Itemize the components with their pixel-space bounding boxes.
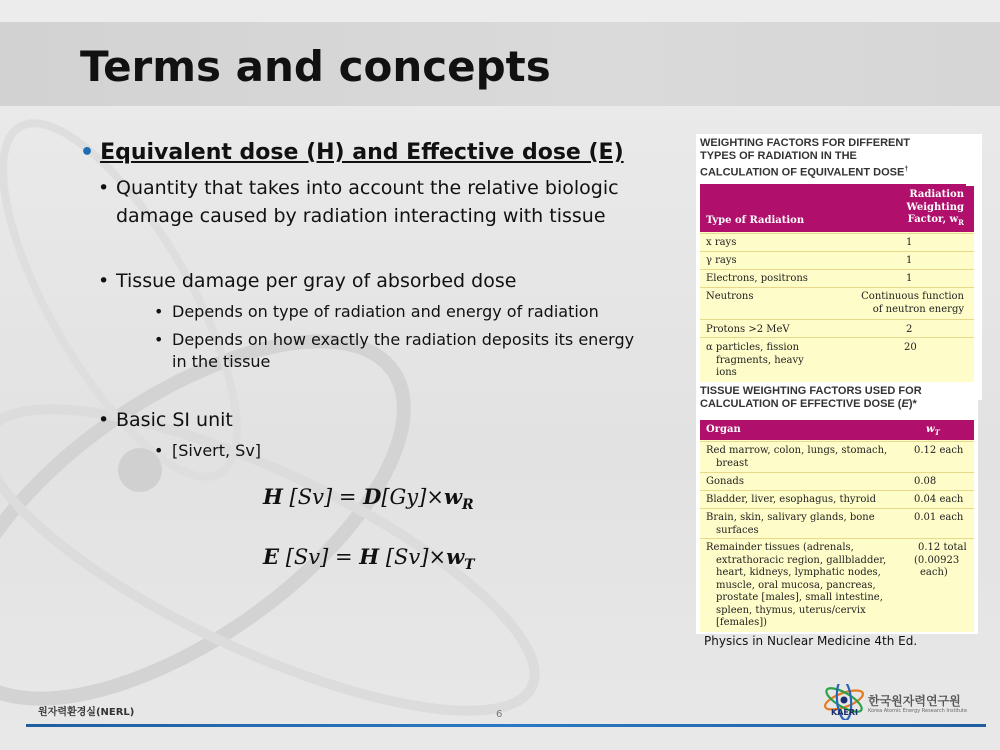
table-row (700, 472, 974, 490)
column-header-line: Weighting (906, 201, 964, 213)
figure-caption: Physics in Nuclear Medicine 4th Ed. (704, 634, 918, 648)
formula-symbol: w (446, 544, 465, 569)
table-cell-line: Remainder tissues (adrenals, (706, 542, 854, 553)
column-header-line: Factor, w (907, 214, 959, 225)
formula-unit: [Gy]× (381, 485, 444, 509)
table-row (700, 233, 974, 251)
table-cell: Gonads (706, 476, 744, 487)
sub-bullet-type (154, 301, 672, 323)
table-row (700, 490, 974, 508)
table-heading-symbol: E (901, 398, 909, 410)
formula-subscript: R (462, 497, 474, 514)
table-cell-line: ions (716, 367, 737, 378)
formula-symbol: D (363, 484, 382, 509)
table-cell-line: breast (716, 457, 749, 469)
radiation-weighting-table (696, 134, 982, 400)
bullet-text: Depends on type of radiation and energy of radiation (172, 302, 599, 321)
page-number: 6 (496, 709, 503, 720)
table-heading (700, 385, 922, 411)
table-heading-line: )* (908, 398, 917, 410)
table-cell-line: muscle, oral mucosa, pancreas, (716, 579, 876, 591)
table-cell-line: prostate [males], small intestine, (716, 592, 883, 603)
bullet-dot: • (98, 177, 110, 199)
table-cell: 1 (906, 237, 913, 248)
table-cell-line: fragments, heavy (716, 354, 804, 366)
footer-line (26, 724, 986, 727)
bullet-dot: • (80, 140, 95, 165)
table-cell: Protons >2 MeV (706, 324, 790, 335)
bullet-text: Tissue damage per gray of absorbed dose (116, 270, 517, 292)
formula-subscript: T (464, 557, 475, 574)
table-cell: 0.01 each (914, 512, 964, 523)
formula-symbol: w (443, 484, 463, 509)
table-row (700, 337, 974, 381)
footer-department: 원자력환경실(NERL) (38, 707, 135, 718)
bullet-dot: • (154, 441, 164, 460)
table-cell (914, 542, 967, 580)
logo-english-name: Korea Atomic Energy Research Institute (868, 708, 968, 714)
column-header-symbol: w (926, 424, 935, 435)
bullet-tissue-damage (98, 267, 676, 295)
formula-unit: [Sv]× (385, 545, 447, 569)
table-cell: Electrons, positrons (706, 273, 808, 284)
table-cell-line: [females]) (716, 617, 768, 628)
table-row (700, 269, 974, 287)
bullet-dot: • (154, 330, 164, 349)
table-row (700, 508, 974, 538)
formula-unit: [Sv] = (289, 485, 364, 509)
bullet-text: Basic SI unit (116, 409, 233, 431)
formula-symbol: E (263, 544, 280, 569)
table-cell-line: heart, kidneys, lymphatic nodes, (716, 567, 881, 578)
slide-title: Terms and concepts (80, 42, 551, 91)
bullet-text: in the tissue (172, 352, 271, 371)
table-heading-line: TYPES OF RADIATION IN THE (700, 150, 857, 162)
sub-bullet-deposit (154, 329, 672, 373)
table-row (700, 319, 974, 337)
table-row (700, 251, 974, 269)
table-row (700, 287, 974, 319)
column-header-subscript: R (958, 218, 964, 227)
logo-acronym: KAERI (831, 708, 858, 717)
table-cell: 0.04 each (914, 494, 964, 505)
table-heading-line: TISSUE WEIGHTING FACTORS USED FOR (700, 385, 922, 397)
table-cell-line: extrathoracic region, gallbladder, (716, 554, 887, 566)
table-cell-line: of neutron energy (872, 303, 964, 315)
table-cell: x rays (706, 237, 737, 248)
table-header-row (700, 186, 974, 232)
table-cell: 1 (906, 273, 913, 284)
bullet-si-unit (98, 406, 676, 434)
column-header: Organ (706, 424, 741, 435)
table-body (700, 420, 974, 632)
table-cell-line: Brain, skin, salivary glands, bone (706, 512, 875, 523)
table-cell: 0.12 each (914, 445, 964, 456)
bullet-equivalent-dose (80, 140, 624, 165)
bullet-heading: Equivalent dose (H) and Effective dose (E) (100, 140, 624, 165)
column-header-line: Radiation (909, 189, 964, 200)
bullet-dot: • (154, 302, 164, 321)
table-cell: Neutrons (706, 291, 754, 302)
bullet-text: Quantity that takes into account the relative biologic (116, 177, 619, 199)
table-heading-line: CALCULATION OF EQUIVALENT DOSE (700, 166, 905, 179)
column-header-subscript: T (934, 428, 940, 437)
table-cell: 2 (906, 324, 913, 335)
column-header: Type of Radiation (706, 215, 805, 226)
table-cell: Bladder, liver, esophagus, thyroid (706, 494, 876, 505)
table-row (700, 538, 974, 632)
sub-bullet-sivert (154, 440, 672, 462)
table-cell-line: α particles, fission (706, 342, 800, 353)
table-cell-line: Continuous function (861, 291, 964, 302)
table-cell (706, 342, 804, 380)
formula-equivalent-dose (263, 484, 474, 513)
table-cell (706, 512, 875, 537)
table-body (700, 186, 974, 404)
formula-unit: [Sv] = (285, 545, 360, 569)
tissue-weighting-table (696, 382, 978, 634)
bullet-text: damage caused by radiation interacting with tissue (116, 205, 606, 227)
table-cell-line: spleen, thymus, uterus/cervix (716, 604, 866, 616)
bullet-dot: • (98, 409, 110, 431)
column-header (906, 189, 964, 230)
table-cell-line: Red marrow, colon, lungs, stomach, (706, 445, 888, 456)
formula-symbol: H (359, 544, 380, 569)
bullet-text: Depends on how exactly the radiation deposits its energy (172, 330, 635, 349)
table-heading (700, 137, 910, 180)
bullet-dot: • (98, 270, 110, 292)
table-heading-mark: † (904, 166, 909, 173)
table-cell (861, 291, 964, 316)
table-cell (706, 542, 886, 630)
table-cell: 20 (904, 342, 917, 353)
formula-effective-dose (263, 544, 475, 573)
bullet-quantity (98, 174, 676, 230)
logo-korean-name: 한국원자력연구원 (868, 694, 961, 708)
table-heading-line: WEIGHTING FACTORS FOR DIFFERENT (700, 137, 911, 149)
table-cell-line: each) (920, 567, 948, 578)
table-cell-line: surfaces (716, 524, 759, 536)
formula-symbol: H (263, 484, 283, 509)
table-cell-line: 0.12 total (918, 542, 967, 553)
table-cell: 0.08 (914, 476, 937, 487)
column-header (926, 424, 940, 440)
table-cell (706, 445, 887, 470)
table-row (700, 441, 974, 472)
table-cell: γ rays (706, 255, 737, 266)
table-heading-line: CALCULATION OF EFFECTIVE DOSE ( (700, 398, 902, 410)
table-header-row (700, 420, 974, 440)
bullet-text: [Sivert, Sv] (172, 441, 262, 460)
table-cell: 1 (906, 255, 913, 266)
table-cell-line: (0.00923 (914, 554, 960, 566)
